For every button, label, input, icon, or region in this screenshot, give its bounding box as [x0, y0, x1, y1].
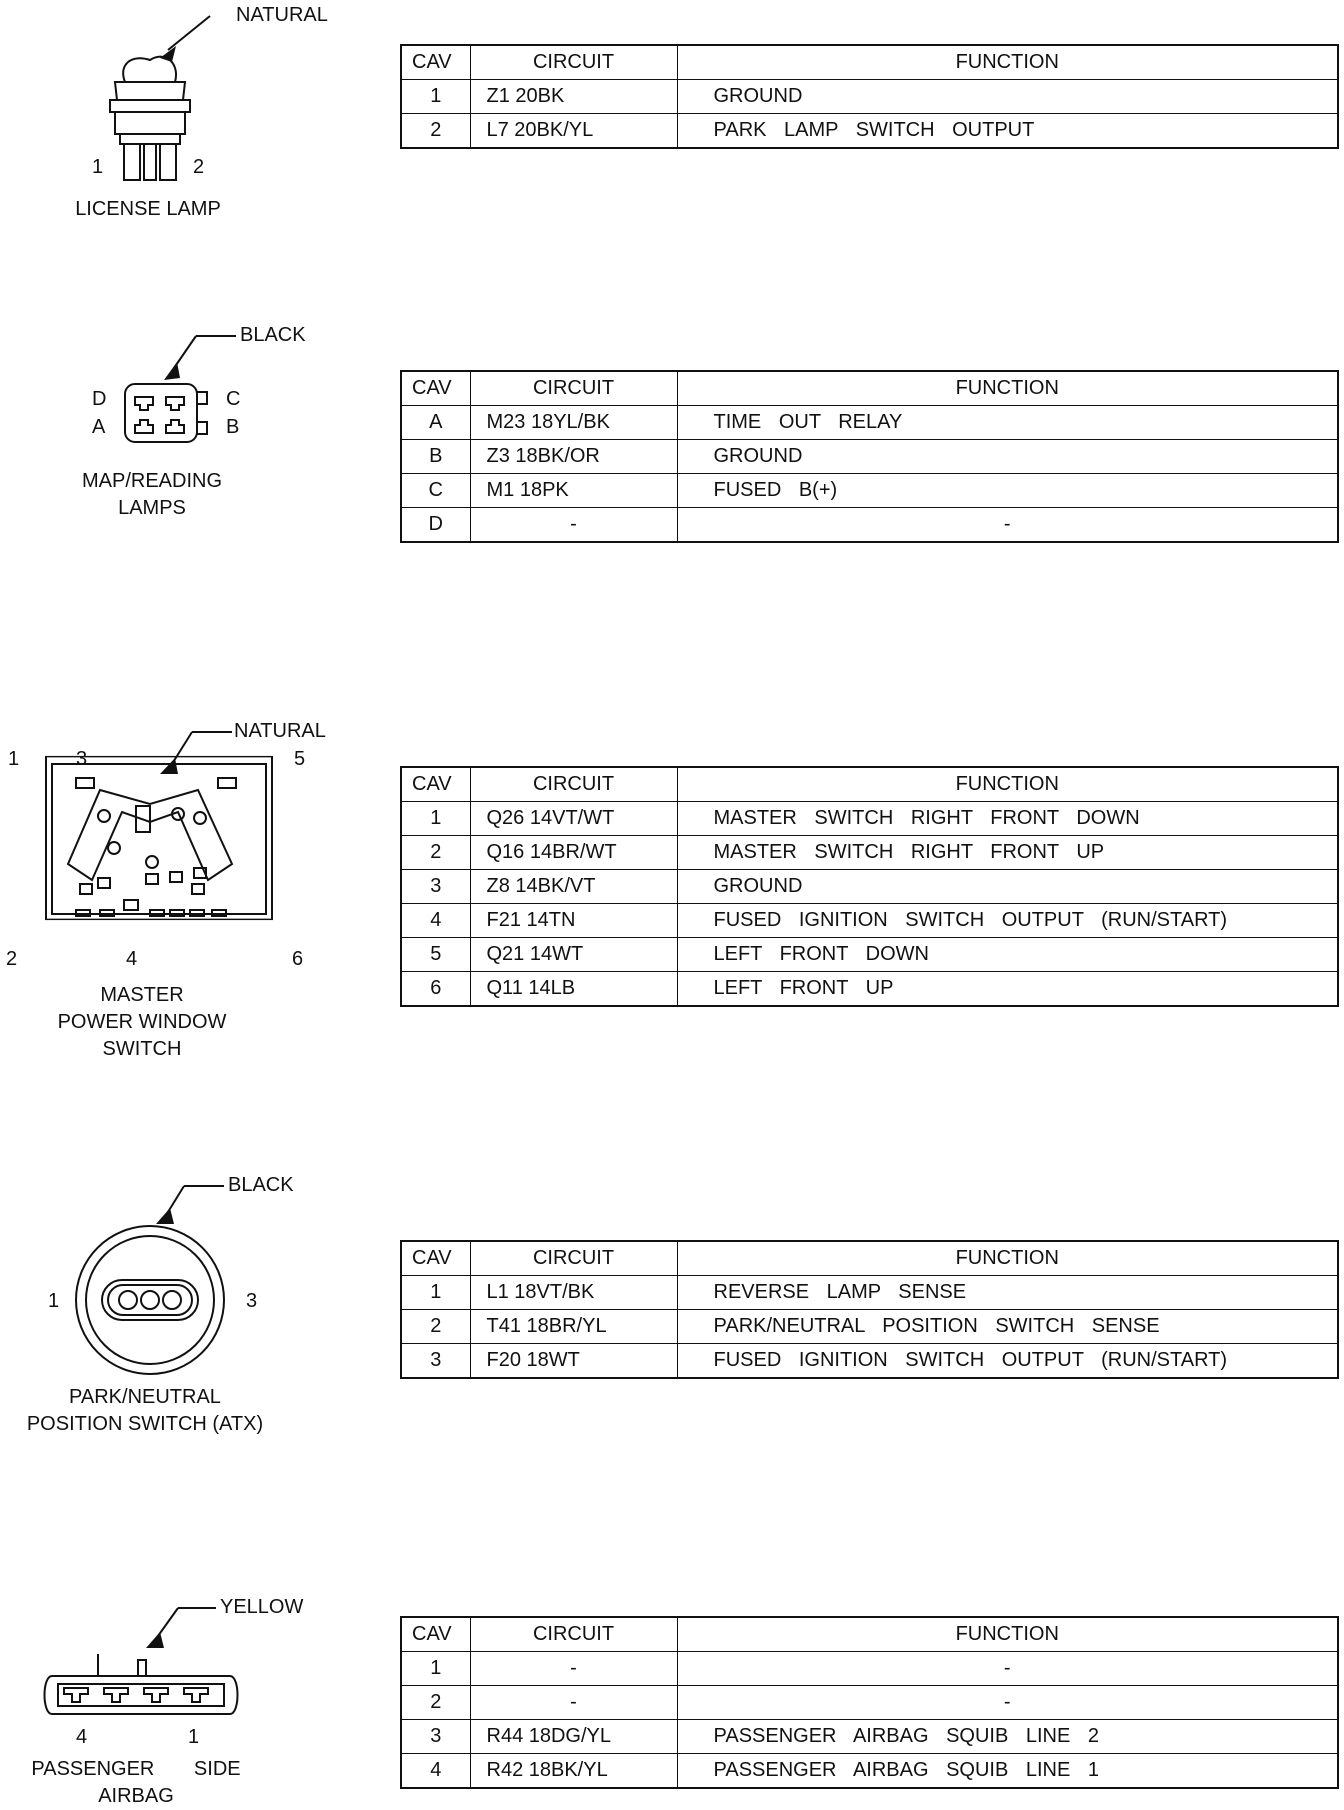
connector-license-lamp	[0, 0, 1344, 260]
function-cell: GROUND	[677, 870, 1338, 904]
cav-cell: 3	[401, 1344, 470, 1379]
pin-label: 4	[76, 1726, 88, 1748]
header-function: FUNCTION	[677, 1241, 1338, 1276]
function-cell: PARK/NEUTRAL POSITION SWITCH SENSE	[677, 1310, 1338, 1344]
header-circuit: CIRCUIT	[470, 371, 677, 406]
pin-label: 5	[294, 748, 306, 770]
circuit-cell: F21 14TN	[470, 904, 677, 938]
pin-label: A	[92, 416, 106, 438]
header-cav: CAV	[401, 767, 470, 802]
pinout-table	[400, 1240, 1339, 1379]
table-row	[401, 1276, 1338, 1310]
cav-cell: D	[401, 508, 470, 543]
table-row	[401, 1686, 1338, 1720]
window-switch-connector-drawing	[0, 712, 340, 952]
header-cav: CAV	[401, 45, 470, 80]
pin-label: 1	[92, 156, 104, 178]
circuit-cell: R42 18BK/YL	[470, 1754, 677, 1789]
header-cav: CAV	[401, 371, 470, 406]
table-row	[401, 114, 1338, 149]
cav-cell: C	[401, 474, 470, 508]
function-cell: TIME OUT RELAY	[677, 406, 1338, 440]
table-row	[401, 1720, 1338, 1754]
connector-park-neutral-switch	[0, 1168, 1344, 1458]
connector-caption: PARK/NEUTRAL POSITION SWITCH (ATX)	[26, 1386, 264, 1435]
circuit-cell: -	[470, 1652, 677, 1686]
connector-map-reading-lamps	[0, 320, 1344, 580]
header-function: FUNCTION	[677, 45, 1338, 80]
header-function: FUNCTION	[677, 767, 1338, 802]
cav-cell: B	[401, 440, 470, 474]
pin-label: D	[92, 388, 107, 410]
function-cell: FUSED IGNITION SWITCH OUTPUT (RUN/START)	[677, 904, 1338, 938]
function-cell: PASSENGER AIRBAG SQUIB LINE 1	[677, 1754, 1338, 1789]
circuit-cell: Q26 14VT/WT	[470, 802, 677, 836]
circuit-cell: R44 18DG/YL	[470, 1720, 677, 1754]
function-cell: MASTER SWITCH RIGHT FRONT UP	[677, 836, 1338, 870]
circuit-cell: F20 18WT	[470, 1344, 677, 1379]
table-row	[401, 802, 1338, 836]
connector-color-label: NATURAL	[236, 4, 328, 26]
header-circuit: CIRCUIT	[470, 1241, 677, 1276]
function-cell: GROUND	[677, 80, 1338, 114]
header-function: FUNCTION	[677, 1617, 1338, 1652]
connector-color-label: BLACK	[228, 1174, 294, 1196]
pin-label: 1	[188, 1726, 200, 1748]
connector-color-label: NATURAL	[234, 720, 326, 742]
function-cell: GROUND	[677, 440, 1338, 474]
table-row	[401, 972, 1338, 1007]
cav-cell: 1	[401, 802, 470, 836]
circuit-cell: -	[470, 508, 677, 543]
connector-color-label: YELLOW	[220, 1596, 304, 1618]
cav-cell: 3	[401, 870, 470, 904]
function-cell: -	[677, 1686, 1338, 1720]
circuit-cell: M1 18PK	[470, 474, 677, 508]
circuit-cell: Q11 14LB	[470, 972, 677, 1007]
circuit-cell: Q21 14WT	[470, 938, 677, 972]
pin-label: 3	[76, 748, 88, 770]
table-row	[401, 406, 1338, 440]
pin-label: 2	[6, 948, 18, 970]
function-cell: PARK LAMP SWITCH OUTPUT	[677, 114, 1338, 149]
table-row	[401, 904, 1338, 938]
cav-cell: 4	[401, 1754, 470, 1789]
cav-cell: A	[401, 406, 470, 440]
table-header-row	[401, 1241, 1338, 1276]
pin-label: 1	[48, 1290, 60, 1312]
table-header-row	[401, 1617, 1338, 1652]
table-header-row	[401, 45, 1338, 80]
connector-caption: MASTER POWER WINDOW SWITCH	[57, 984, 227, 1060]
table-row	[401, 508, 1338, 543]
connector-caption: PASSENGER SIDE AIRBAG	[31, 1758, 241, 1807]
function-cell: LEFT FRONT UP	[677, 972, 1338, 1007]
circuit-cell: Z3 18BK/OR	[470, 440, 677, 474]
circuit-cell: M23 18YL/BK	[470, 406, 677, 440]
connector-passenger-side-airbag	[0, 1588, 1344, 1807]
header-circuit: CIRCUIT	[470, 1617, 677, 1652]
table-row	[401, 1344, 1338, 1379]
park-neutral-connector-drawing	[0, 1168, 340, 1408]
pin-label: 1	[8, 748, 20, 770]
function-cell: -	[677, 1652, 1338, 1686]
header-function: FUNCTION	[677, 371, 1338, 406]
connector-master-power-window-switch	[0, 712, 1344, 1072]
pin-label: 6	[292, 948, 304, 970]
table-row	[401, 938, 1338, 972]
cav-cell: 2	[401, 836, 470, 870]
cav-cell: 6	[401, 972, 470, 1007]
header-circuit: CIRCUIT	[470, 45, 677, 80]
function-cell: REVERSE LAMP SENSE	[677, 1276, 1338, 1310]
circuit-cell: Z8 14BK/VT	[470, 870, 677, 904]
function-cell: LEFT FRONT DOWN	[677, 938, 1338, 972]
pinout-table	[400, 1616, 1339, 1789]
cav-cell: 2	[401, 1686, 470, 1720]
header-cav: CAV	[401, 1241, 470, 1276]
cav-cell: 1	[401, 80, 470, 114]
table-row	[401, 440, 1338, 474]
circuit-cell: L7 20BK/YL	[470, 114, 677, 149]
cav-cell: 3	[401, 1720, 470, 1754]
pinout-table	[400, 370, 1339, 543]
pin-label: 2	[193, 156, 205, 178]
table-header-row	[401, 767, 1338, 802]
header-cav: CAV	[401, 1617, 470, 1652]
cav-cell: 2	[401, 114, 470, 149]
pointer-arrow-icon	[160, 46, 176, 62]
pointer-arrow-icon	[164, 362, 180, 380]
pinout-table	[400, 44, 1339, 149]
pin-label: 4	[126, 948, 138, 970]
pin-label: 3	[246, 1290, 258, 1312]
pointer-arrow-icon	[160, 758, 178, 774]
cav-cell: 1	[401, 1276, 470, 1310]
cav-cell: 4	[401, 904, 470, 938]
pin-label: B	[226, 416, 240, 438]
function-cell: PASSENGER AIRBAG SQUIB LINE 2	[677, 1720, 1338, 1754]
function-cell: -	[677, 508, 1338, 543]
pin-label: C	[226, 388, 241, 410]
pinout-table	[400, 766, 1339, 1007]
circuit-cell: L1 18VT/BK	[470, 1276, 677, 1310]
pointer-arrow-icon	[146, 1632, 164, 1648]
table-row	[401, 1754, 1338, 1789]
circuit-cell: Z1 20BK	[470, 80, 677, 114]
cav-cell: 5	[401, 938, 470, 972]
function-cell: FUSED B(+)	[677, 474, 1338, 508]
table-row	[401, 80, 1338, 114]
pointer-arrow-icon	[156, 1208, 174, 1224]
circuit-cell: T41 18BR/YL	[470, 1310, 677, 1344]
connector-color-label: BLACK	[240, 324, 306, 346]
table-row	[401, 1310, 1338, 1344]
circuit-cell: Q16 14BR/WT	[470, 836, 677, 870]
cav-cell: 2	[401, 1310, 470, 1344]
circuit-cell: -	[470, 1686, 677, 1720]
connector-caption: LICENSE LAMP	[75, 198, 221, 220]
table-header-row	[401, 371, 1338, 406]
table-row	[401, 836, 1338, 870]
connector-caption: MAP/READING LAMPS	[81, 470, 223, 519]
function-cell: FUSED IGNITION SWITCH OUTPUT (RUN/START)	[677, 1344, 1338, 1379]
table-row	[401, 1652, 1338, 1686]
cav-cell: 1	[401, 1652, 470, 1686]
function-cell: MASTER SWITCH RIGHT FRONT DOWN	[677, 802, 1338, 836]
table-row	[401, 870, 1338, 904]
header-circuit: CIRCUIT	[470, 767, 677, 802]
table-row	[401, 474, 1338, 508]
